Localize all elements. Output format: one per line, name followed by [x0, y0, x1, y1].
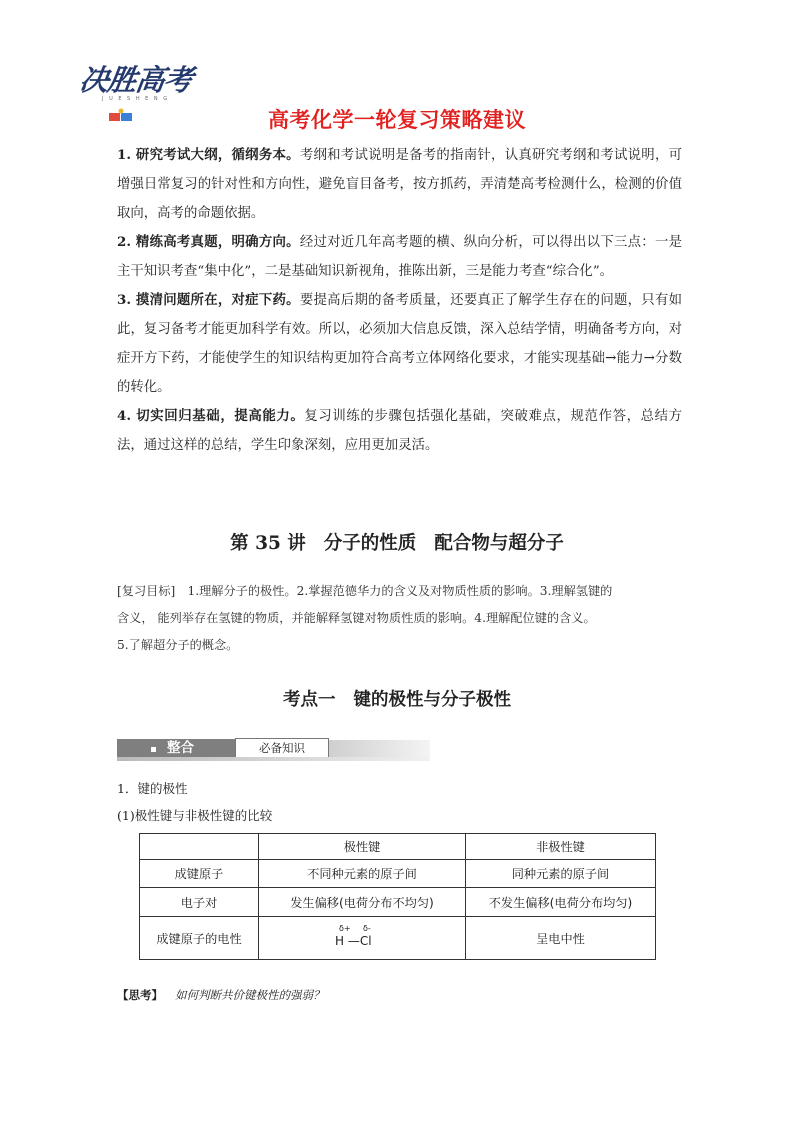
table-cell: 电子对 [140, 888, 259, 917]
table-row [140, 888, 656, 917]
table-row [140, 860, 656, 888]
strategy-item [117, 141, 682, 228]
table-cell: 成键原子的电性 [140, 917, 259, 960]
strategy-head: 4. 切实回归基础，提高能力。 [117, 408, 305, 424]
think-tag: 【思考】 [117, 988, 163, 1002]
lecture-number: 第 35 讲 [230, 533, 306, 554]
table-row [140, 917, 656, 960]
table-cell: 呈电中性 [466, 917, 656, 960]
table-cell: 发生偏移(电荷分布不均匀) [259, 888, 466, 917]
think-question: 如何判断共价键极性的强弱？ [175, 988, 325, 1002]
table-header-cell: 非极性键 [466, 834, 656, 860]
strategy-body: 复习训练的步骤包括强化基础，突破难点，规范作答，总结方法，通过这样的总结，学生印象深刻，应用更加灵活。 [117, 409, 683, 453]
banner-integrate [117, 739, 235, 758]
hcl-bond: H —Cl [335, 933, 372, 948]
strategy-body: 考纲和考试说明是备考的指南针，认真研究考纲和考试说明，可增强日常复习的针对性和方向性，避免盲目备考，按方抓药，弄清楚高考检测什么，检测的价值取向，高考的命题依据。 [117, 148, 683, 221]
strategy-head: 2. 精练高考真题，明确方向。 [117, 234, 300, 250]
table-cell: 成键原子 [140, 860, 259, 888]
strategy-body: 要提高后期的备考质量，还要真正了解学生存在的问题，只有如此，复习备考才能更加科学有效。所以，必须加大信息反馈，深入总结学情，明确备考方向，对症开方下药，才能使学生的知识结构更加符合高考立体网络化要求，才能实现基础→能力→分数的转化。 [117, 293, 683, 395]
table-header-cell: 极性键 [259, 834, 466, 860]
banner-knowledge-label: 必备知识 [235, 738, 329, 759]
section-name: 键的极性与分子极性 [353, 690, 511, 710]
objective-line: 5.了解超分子的概念。 [117, 638, 239, 652]
section-title [0, 686, 794, 711]
table-cell: 不同种元素的原子间 [259, 860, 466, 888]
square-bullet-icon [151, 747, 156, 752]
banner-left-label: 整合 [167, 740, 194, 756]
table-header-cell [140, 834, 259, 860]
logo-text: 决胜高考 [77, 63, 195, 97]
lecture-topic-1: 分子的性质 [323, 533, 417, 554]
objective-line: 含义， 能列举存在氢键的物质，并能解释氢键对物质性质的影响。4.理解配位键的含义。 [117, 611, 596, 625]
strategy-item [117, 228, 682, 286]
strategy-head: 3. 摸清问题所在，对症下药。 [117, 292, 300, 308]
banner-underline [117, 757, 430, 761]
review-objectives [117, 578, 682, 659]
lecture-topic-2: 配合物与超分子 [434, 533, 564, 554]
delta-plus: δ+ [339, 923, 351, 933]
strategy-body: 经过对近几年高考题的横、纵向分析，可以得出以下三点：一是主干知识考查“集中化”，二是基础知识新视角，推陈出新，三是能力考查“综合化”。 [117, 235, 683, 279]
objective-line: [复习目标] 1.理解分子的极性。2.掌握范德华力的含义及对物质性质的影响。3.理解氢键的 [117, 584, 613, 598]
subheading-bond-polarity: 1．键的极性 [117, 781, 188, 796]
section-banner [117, 737, 430, 761]
strategy-item [117, 286, 682, 402]
table-header-row [140, 834, 656, 860]
think-prompt [117, 987, 325, 1003]
section-label: 考点一 [283, 690, 336, 710]
table-cell: 不发生偏移(电荷分布均匀) [466, 888, 656, 917]
lecture-title [0, 529, 794, 555]
subheading-comparison: (1)极性键与非极性键的比较 [117, 808, 273, 823]
hcl-polarity-formula [335, 924, 389, 950]
table-cell: 同种元素的原子间 [466, 860, 656, 888]
strategy-list [117, 141, 682, 460]
table-cell-formula [259, 917, 466, 960]
delta-minus: δ- [363, 923, 371, 933]
banner-fade [329, 740, 430, 757]
main-title: 高考化学一轮复习策略建议 [268, 108, 526, 132]
strategy-item [117, 402, 682, 460]
strategy-head: 1. 研究考试大纲，循纲务本。 [117, 147, 300, 163]
bond-comparison-table [139, 833, 656, 960]
logo-subtext: J U E S H E N G [102, 96, 170, 102]
